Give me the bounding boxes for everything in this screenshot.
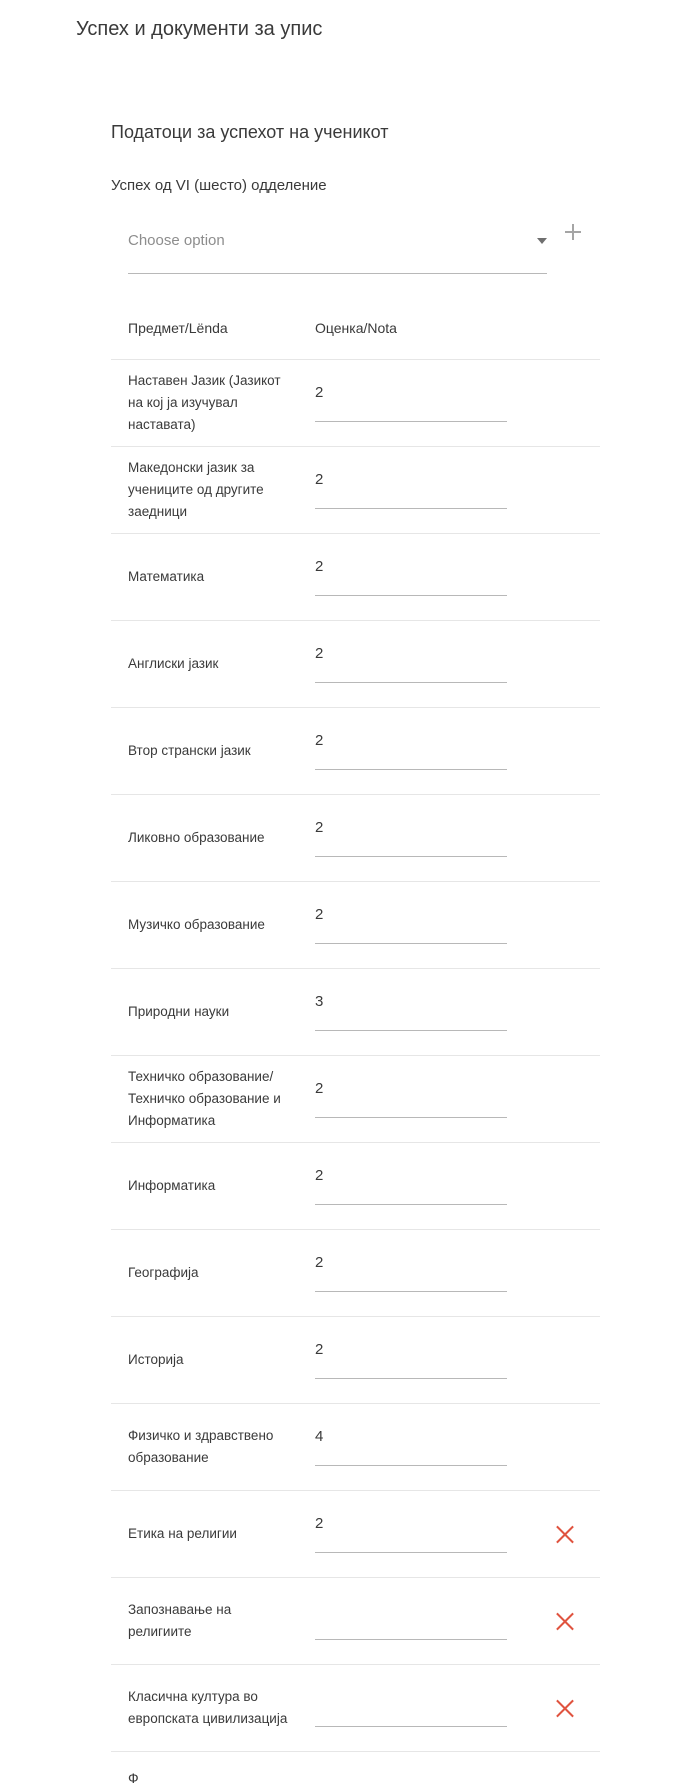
grade-value: 2	[315, 558, 324, 575]
grade-input[interactable]	[315, 372, 507, 422]
subject-column-header: Предмет/Lënda	[128, 320, 228, 336]
table-row	[111, 1665, 600, 1752]
subject-label: Географија	[128, 1265, 199, 1280]
grade-column-header: Оценка/Nota	[315, 320, 397, 336]
subject-label: Англиски јазик	[128, 656, 219, 671]
subject-label: Природни науки	[128, 1004, 230, 1019]
grade-value: 2	[315, 645, 324, 662]
grade-value: 2	[315, 1341, 324, 1358]
grade-value: 2	[315, 906, 324, 923]
grade-level-select[interactable]	[128, 222, 547, 274]
grade-input[interactable]	[315, 720, 507, 770]
table-row	[111, 360, 600, 447]
subject-label: Физичко и здравствено образование	[128, 1428, 274, 1465]
grade-input[interactable]	[315, 894, 507, 944]
subject-label: Етика на религии	[128, 1526, 237, 1541]
grade-input[interactable]	[315, 1329, 507, 1379]
grade-value: 4	[315, 1428, 324, 1445]
table-row	[111, 1578, 600, 1665]
table-row	[111, 621, 600, 708]
table-row	[111, 1230, 600, 1317]
table-header	[111, 300, 600, 360]
table-row	[111, 708, 600, 795]
grade-input[interactable]	[315, 1677, 507, 1727]
grade-input[interactable]	[315, 1590, 507, 1640]
grade-level-label: Успех од VI (шесто) одделение	[111, 177, 327, 194]
section-title: Податоци за успехот на ученикот	[111, 122, 389, 142]
subject-label: Техничко образование/ Техничко образование и Информатика	[128, 1069, 281, 1128]
subject-label: Наставен Јазик (Јазикот на кој ја изучувал наставата)	[128, 373, 281, 432]
remove-row-button[interactable]	[555, 1698, 575, 1718]
select-placeholder: Choose option	[128, 232, 225, 249]
grade-value: 2	[315, 384, 324, 401]
grade-value: 2	[315, 471, 324, 488]
chevron-down-icon[interactable]	[537, 238, 547, 244]
remove-row-button[interactable]	[555, 1611, 575, 1631]
grade-input[interactable]	[315, 1155, 507, 1205]
grades-table-body	[111, 360, 600, 1752]
page-title: Успех и документи за упис	[76, 18, 323, 40]
grade-input[interactable]	[315, 1503, 507, 1553]
grade-input[interactable]	[315, 1068, 507, 1118]
subject-label: Математика	[128, 569, 205, 584]
grade-input[interactable]	[315, 1242, 507, 1292]
add-button[interactable]	[563, 222, 583, 242]
subject-label: Класична култура во европската цивилизација	[128, 1689, 288, 1726]
grade-input[interactable]	[315, 633, 507, 683]
grade-input[interactable]	[315, 1416, 507, 1466]
grade-value: 2	[315, 732, 324, 749]
table-row	[111, 1491, 600, 1578]
subject-label: Запознавање на религиите	[128, 1602, 232, 1639]
grade-input[interactable]	[315, 459, 507, 509]
grade-value: 2	[315, 1515, 324, 1532]
next-row-subject: Ф	[128, 1770, 139, 1786]
table-row	[111, 447, 600, 534]
subject-label: Ликовно образование	[128, 830, 265, 845]
grade-value: 2	[315, 1254, 324, 1271]
subject-label: Музичко образование	[128, 917, 265, 932]
subject-label: Информатика	[128, 1178, 216, 1193]
grade-input[interactable]	[315, 546, 507, 596]
table-row	[111, 534, 600, 621]
grade-value: 2	[315, 1167, 324, 1184]
table-row	[111, 1404, 600, 1491]
table-row	[111, 1317, 600, 1404]
table-row	[111, 882, 600, 969]
subject-label: Историја	[128, 1352, 184, 1367]
table-row	[111, 1056, 600, 1143]
remove-row-button[interactable]	[555, 1524, 575, 1544]
grade-value: 2	[315, 819, 324, 836]
grade-input[interactable]	[315, 981, 507, 1031]
subject-label: Македонски јазик за учениците од другите заедници	[128, 460, 264, 519]
grade-value: 2	[315, 1080, 324, 1097]
subject-label: Втор странски јазик	[128, 743, 251, 758]
table-row	[111, 795, 600, 882]
grade-value: 3	[315, 993, 324, 1010]
table-row	[111, 969, 600, 1056]
table-row	[111, 1143, 600, 1230]
grade-input[interactable]	[315, 807, 507, 857]
